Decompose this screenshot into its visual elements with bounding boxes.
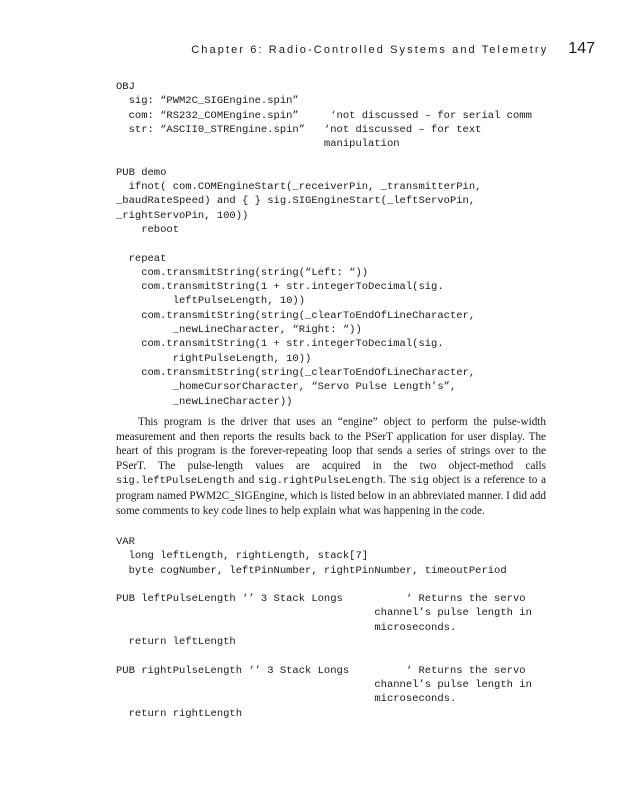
inline-code-left-pulse: sig.leftPulseLength [116, 475, 235, 488]
paragraph-text-2: and [234, 474, 259, 487]
paragraph-text-3: . The [382, 474, 411, 487]
paragraph-text-4: object is a reference to a program named PWM2C_SIGEngine, which is listed below in an abbreviated manner. I did add some comments to key code lines to help explain what was happening in the code. [116, 474, 546, 517]
page-number: 147 [568, 40, 595, 57]
inline-code-right-pulse: sig.rightPulseLength [258, 475, 383, 488]
code-listing-obj-demo: OBJ sig: “PWM2C_SIGEngine.spin” com: “RS232_COMEngine.spin” ‘not discussed – for serial comm str: “ASCII0_STREngine.spin” ‘not discussed – for text manipulation PUB demo ifnot( com.COMEngineStart(_receiverPin, _transmitterPin, _baudRateSpeed) and { } sig.SIGEngineStart(_leftServoPin, _rightServoPin, 100)) reboot repeat com.transmitString(string(“Left: “)) com.transmitString(1 + str.integerToDecimal(sig. leftPulseLength, 10)) com.transmitString(string(_clearToEndOfLineCharacter, _newLineCharacter, “Right: “)) com.transmitString(1 + str.integerToDecimal(sig. rightPulseLength, 10)) com.transmitString(string(_clearToEndOfLineCharacter, _homeCursorCharacter, “Servo Pulse Length’s”, _newLineCharacter)) [116, 81, 532, 408]
paragraph-text-1: This program is the driver that uses an “engine” object to perform the pulse-width measurement and then reports the results back to the PSerT application for user display. The heart of this program is the forever-repeating loop that sends a series of strings over to the PSerT. The pulse-length values are acquired in the two object-method calls [116, 416, 546, 472]
running-head [175, 40, 595, 64]
code-listing-var-pub: VAR long leftLength, rightLength, stack[7] byte cogNumber, leftPinNumber, rightPinNumber, timeoutPeriod PUB leftPulseLength ‘’ 3 Stack Longs ‘ Returns the servo channel’s pulse length in microseconds. return leftLength PUB rightPulseLength ‘’ 3 Stack Longs ‘ Returns the servo channel’s pulse length in microseconds. return rightLength [116, 536, 532, 720]
chapter-title: Chapter 6: Radio-Controlled Systems and Telemetry [191, 44, 549, 56]
inline-code-sig: sig [410, 475, 429, 488]
body-paragraph [116, 415, 546, 518]
